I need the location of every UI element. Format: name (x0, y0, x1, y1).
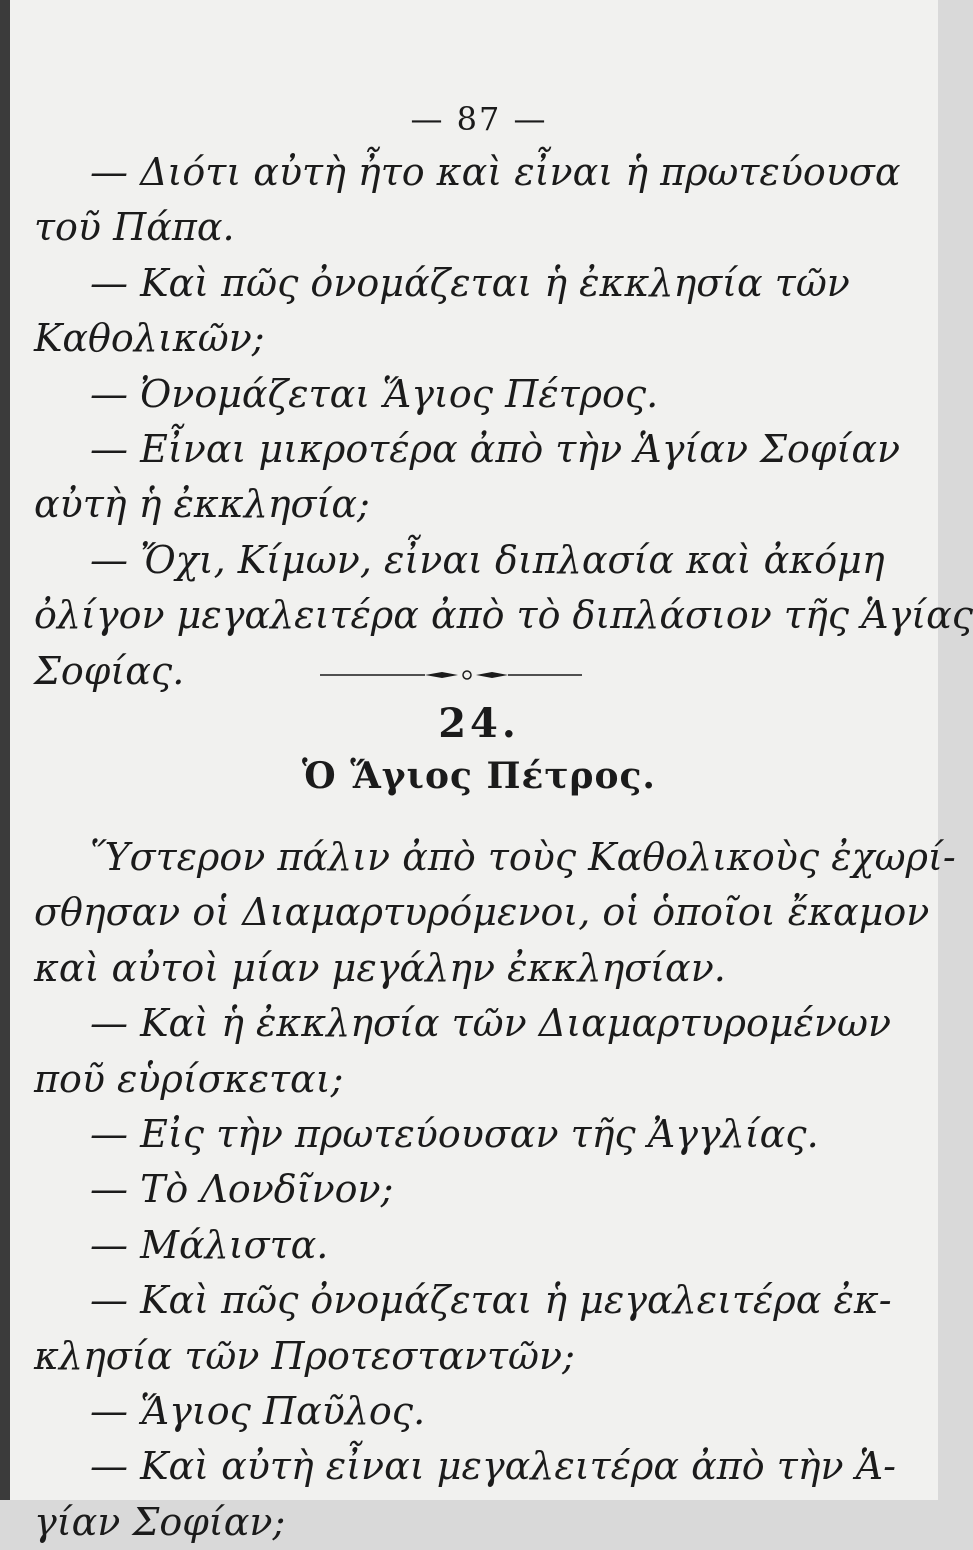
section-number: 24. (438, 700, 520, 747)
page-number: — 87 — (410, 100, 548, 138)
text-line: — Ὀνομάζεται Ἅγιος Πέτρος. (90, 371, 659, 416)
section-title: Ὁ Ἅγιος Πέτρος. (302, 755, 656, 797)
text-line: — Διότι αὐτὴ ἦτο καὶ εἶναι ἡ πρωτεύουσα (90, 150, 901, 194)
text-line: — Καὶ αὐτὴ εἶναι μεγαλειτέρα ἀπὸ τὴν Ἁ- (90, 1444, 896, 1489)
text-line: — Τὸ Λονδῖνον; (90, 1167, 394, 1212)
text-line: ποῦ εὑρίσκεται; (34, 1056, 344, 1101)
text-line: — Μάλιστα. (90, 1222, 329, 1267)
text-line: Καθολικῶν; (34, 316, 265, 361)
text-line: Σοφίας. (34, 648, 185, 693)
passage-before-section (34, 145, 973, 699)
text-line: — Εἶναι μικροτέρα ἀπὸ τὴν Ἁγίαν Σοφίαν (90, 427, 901, 472)
text-line: σθησαν οἱ Διαμαρτυρόμενοι, οἱ ὁποῖοι ἔκαμον (34, 890, 930, 935)
text-line: αὐτὴ ἡ ἐκκλησία; (34, 482, 370, 527)
text-line: τοῦ Πάπα. (34, 205, 235, 250)
text-line: γίαν Σοφίαν; (34, 1499, 286, 1544)
text-line: καὶ αὐτοὶ μίαν μεγάλην ἐκκλησίαν. (34, 945, 726, 990)
text-line: — Καὶ ἡ ἐκκλησία τῶν Διαμαρτυρομένων (90, 1001, 892, 1046)
passage-after-section (34, 830, 956, 1550)
text-line: — Ἅγιος Παῦλος. (90, 1389, 426, 1434)
text-line: — Ὄχι, Κίμων, εἶναι διπλασία καὶ ἀκόμη (90, 537, 885, 582)
text-line: — Καὶ πῶς ὀνομάζεται ἡ μεγαλειτέρα ἐκ- (90, 1278, 892, 1323)
text-line: — Εἰς τὴν πρωτεύουσαν τῆς Ἀγγλίας. (90, 1112, 819, 1157)
ornamental-divider (320, 667, 582, 683)
text-line: — Καὶ πῶς ὀνομάζεται ἡ ἐκκλησία τῶν (90, 260, 850, 305)
text-line: Ὕστερον πάλιν ἀπὸ τοὺς Καθολικοὺς ἐχωρί- (90, 835, 956, 879)
text-line: ὀλίγον μεγαλειτέρα ἀπὸ τὸ διπλάσιον τῆς Ἁγίας (34, 593, 973, 638)
text-line: κλησία τῶν Προτεσταντῶν; (34, 1333, 575, 1378)
